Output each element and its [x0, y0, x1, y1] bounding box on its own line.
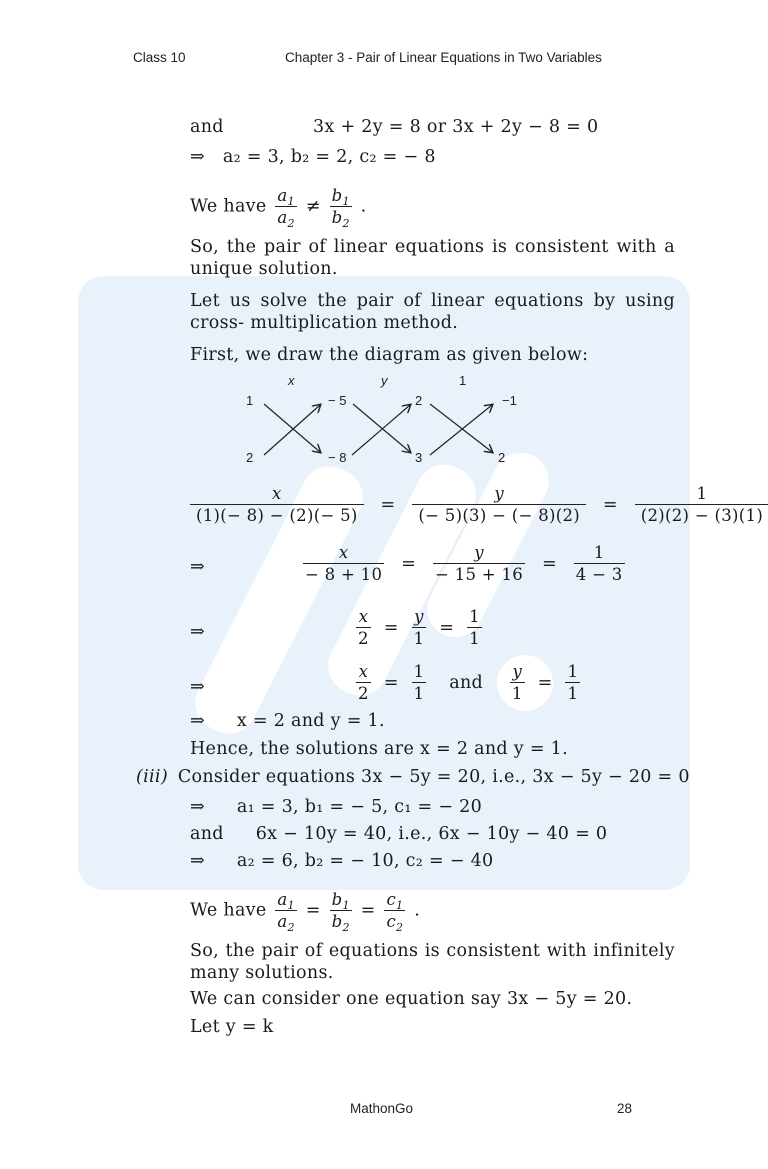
equals-sign: =: [439, 617, 455, 638]
fraction-a1-a2: $\frac{a_1}{a_2}$: [277, 890, 295, 934]
num: x: [338, 543, 349, 562]
den: − 15 + 16: [435, 565, 524, 584]
equals-sign: =: [401, 553, 417, 574]
period: .: [360, 196, 367, 217]
coefficients-line-2: [190, 146, 436, 168]
num: 1: [593, 543, 605, 562]
fraction-b1-b2: $\frac{b_1}{b_2}$: [331, 890, 350, 934]
step5-text: x = 2 and y = 1.: [236, 711, 385, 731]
step2-frac-y: [433, 543, 525, 584]
svg-text:− 5: − 5: [328, 393, 347, 408]
num: y: [414, 607, 424, 626]
svg-text:2: 2: [415, 393, 423, 408]
fraction-a1-a2: $\frac{a_1}{a_2}$: [277, 186, 295, 230]
we-have-label: We have: [190, 900, 267, 921]
para-let-y: Let y = k: [190, 1017, 274, 1037]
num: 1: [567, 662, 579, 681]
part-iii-eq2: [190, 823, 607, 845]
para-consider-equation: We can consider one equation say 3x − 5y = 20.: [190, 989, 633, 1009]
step2-frac-1: [574, 543, 625, 584]
num: 1: [696, 484, 708, 503]
para-unique-solution: So, the pair of linear equations is consistent with a unique solution.: [190, 237, 675, 279]
equals-sign: =: [305, 900, 321, 921]
step3-equation: [353, 607, 485, 648]
step1-equation: [190, 484, 768, 525]
num: x: [272, 484, 282, 503]
page-number: 28: [617, 1101, 633, 1116]
step4-frac-1a: [412, 662, 427, 703]
step4-frac-y: [510, 662, 525, 703]
step3-frac-x: [356, 607, 371, 648]
coef2-text: a₂ = 6, b₂ = − 10, c₂ = − 40: [236, 851, 494, 871]
coef1-text: a₁ = 3, b₁ = − 5, c₁ = − 20: [236, 797, 483, 817]
fraction-b1-b2: $\frac{b_1}{b_2}$: [331, 186, 350, 230]
step5-line: [190, 710, 385, 732]
svg-text:− 8: − 8: [328, 450, 347, 465]
we-have-label: We have: [190, 196, 267, 217]
fraction-c1-c2: $\frac{c_1}{c_2}$: [386, 890, 404, 934]
step3-frac-y: [412, 607, 427, 648]
den: 4 − 3: [575, 565, 623, 584]
den: 2: [358, 684, 369, 703]
num: x: [358, 662, 369, 681]
implies-arrow: ⇒: [190, 711, 205, 731]
para-infinitely-many: So, the pair of equations is consistent with infinitely many solutions.: [190, 941, 675, 983]
diagram-header-x: x: [288, 373, 295, 388]
equals-sign: =: [541, 553, 557, 574]
part-iii-text: Consider equations 3x − 5y = 20, i.e., 3x − 5y − 20 = 0: [177, 767, 690, 787]
num: 1: [469, 607, 480, 626]
para-cross-multiplication: Let us solve the pair of linear equations by using cross- multiplication method.: [190, 291, 675, 333]
step2-equation: [300, 543, 628, 584]
implies-arrow: ⇒: [190, 147, 205, 167]
step4-arrow: ⇒: [190, 677, 205, 697]
step2-frac-x: [303, 543, 384, 584]
equals-sign: =: [360, 900, 376, 921]
den: (2)(2) − (3)(1): [635, 504, 768, 525]
footer-brand: MathonGo: [350, 1101, 414, 1116]
and-label: and: [190, 824, 224, 844]
step1-frac-1: [635, 484, 768, 525]
step4-equation: [353, 662, 583, 703]
step3-arrow: ⇒: [190, 622, 205, 642]
part-iii-coef2: [190, 850, 493, 872]
den: (1)(− 8) − (2)(− 5): [190, 504, 364, 525]
svg-text:2: 2: [498, 450, 506, 465]
step2-arrow: ⇒: [190, 557, 205, 577]
svg-text:3: 3: [415, 450, 423, 465]
step1-frac-y: [412, 484, 586, 525]
ratio-inequality: [190, 186, 367, 230]
class-label: Class 10: [133, 50, 186, 65]
not-equal-sign: ≠: [305, 196, 321, 217]
den: 1: [413, 629, 425, 648]
equals-sign: =: [380, 494, 396, 515]
step4-frac-x: [356, 662, 371, 703]
chapter-title: Chapter 3 - Pair of Linear Equations in Two Variables: [285, 50, 602, 65]
and-label: and: [449, 672, 484, 693]
part-iii-label: (iii): [136, 767, 168, 787]
implies-arrow: ⇒: [190, 851, 205, 871]
step1-frac-x: [190, 484, 364, 525]
para-draw-diagram: First, we draw the diagram as given below:: [190, 345, 589, 365]
eq-line-and: [190, 116, 224, 138]
den: 1: [469, 629, 480, 648]
implies-arrow: ⇒: [190, 797, 205, 817]
den: 2: [358, 629, 369, 648]
den: 1: [567, 684, 579, 703]
num: 1: [413, 662, 425, 681]
den: 1: [413, 684, 425, 703]
diagram-header-1: 1: [459, 373, 467, 388]
num: y: [474, 543, 484, 562]
equals-sign: =: [383, 617, 399, 638]
step4-frac-1b: [565, 662, 580, 703]
period: .: [414, 900, 421, 921]
part-iii-coef1: [190, 796, 482, 818]
den: − 8 + 10: [305, 565, 383, 584]
equals-sign: =: [537, 672, 553, 693]
eq-second-equation: 3x + 2y = 8 or 3x + 2y − 8 = 0: [313, 117, 599, 137]
num: x: [358, 607, 369, 626]
equals-sign: =: [383, 672, 399, 693]
svg-text:−1: −1: [502, 393, 517, 408]
and-label: and: [190, 117, 224, 137]
coefficients-text: a₂ = 3, b₂ = 2, c₂ = − 8: [222, 147, 436, 167]
cross-multiplication-diagram: [230, 372, 530, 472]
step3-frac-1: [467, 607, 482, 648]
eq2-text: 6x − 10y = 40, i.e., 6x − 10y − 40 = 0: [255, 824, 608, 844]
ratio-equality: [190, 890, 421, 934]
equals-sign: =: [602, 494, 618, 515]
num: y: [512, 662, 523, 681]
conclusion-unique: Hence, the solutions are x = 2 and y = 1.: [190, 739, 568, 759]
svg-text:1: 1: [246, 393, 254, 408]
diagram-header-y: y: [381, 373, 388, 388]
den: 1: [511, 684, 523, 703]
svg-text:2: 2: [246, 450, 254, 465]
den: (− 5)(3) − (− 8)(2): [412, 504, 586, 525]
part-iii-line: [136, 766, 690, 788]
num: y: [494, 484, 505, 503]
